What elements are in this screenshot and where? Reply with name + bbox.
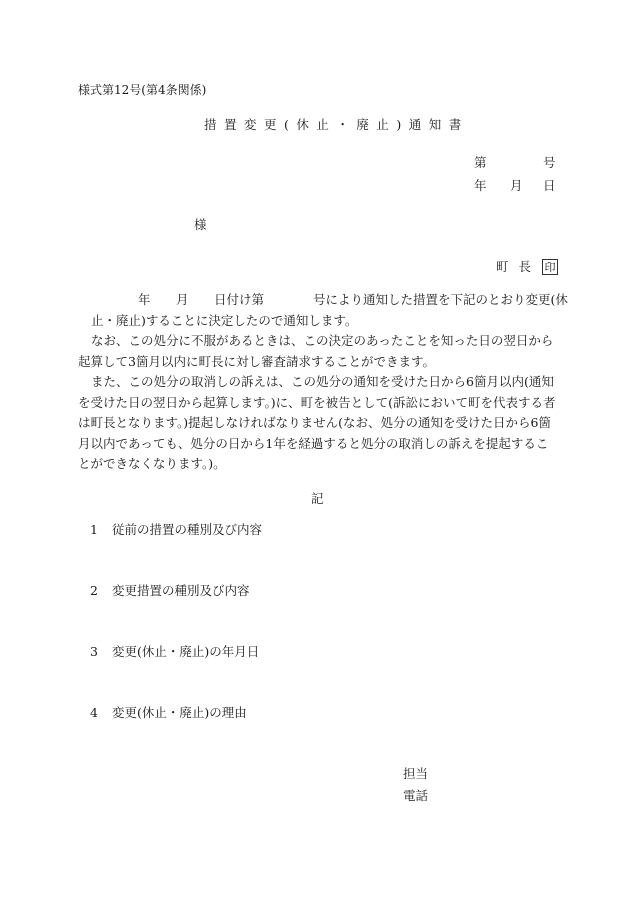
list-item <box>90 646 259 659</box>
item-label: 変更措置の種別及び内容 <box>111 583 250 598</box>
body-first-line <box>0 294 630 310</box>
date-day: 日 <box>543 178 556 193</box>
body-month: 月 <box>176 292 189 307</box>
list-item <box>90 707 247 720</box>
item-label: 変更(休止・廃止)の理由 <box>111 705 247 720</box>
body-year: 年 <box>138 292 151 307</box>
list-item <box>90 585 250 598</box>
body-lawsuit-paragraph: また、この処分の取消しの訴えは、この処分の通知を受けた日から6箇月以内(通知を受けた日の翌日から起算します。)に、町を被告として(訴訟において町を代表する者は町長となります。)提起しなければなりません(なお、処分の通知を受けた日から6箇月以内であっても、処分の日から1年を経過すると処分の取消しの訴えを提起することができなくなります。)。 <box>78 374 556 471</box>
contact-person: 担当 <box>403 766 429 781</box>
list-item <box>90 524 262 537</box>
date-year: 年 <box>474 178 487 193</box>
item-number: 3 <box>90 644 98 659</box>
item-number: 1 <box>90 522 98 537</box>
item-label: 従前の措置の種別及び内容 <box>111 522 262 537</box>
doc-number-prefix: 第 <box>474 155 487 170</box>
contact-phone: 電話 <box>403 788 429 803</box>
item-number: 2 <box>90 583 98 598</box>
issuer-title: 町長 <box>496 259 542 274</box>
ki-heading: 記 <box>311 491 324 506</box>
addressee-honorific: 様 <box>194 217 207 232</box>
item-number: 4 <box>90 705 98 720</box>
body-line-continuation: 止・廃止)することに決定したので通知します。 <box>91 313 358 328</box>
doc-number-suffix: 号 <box>543 155 556 170</box>
body-dated: 日付け第 <box>214 292 265 307</box>
document-title: 措置変更(休止・廃止)通知書 <box>204 117 469 132</box>
item-label: 変更(休止・廃止)の年月日 <box>111 644 260 659</box>
body-notice-text: 号により通知した措置を下記のとおり変更(休 <box>313 292 568 307</box>
body-appeal-paragraph: なお、この処分に不服があるときは、この決定のあったことを知った日の翌日から起算して3箇月以内に町長に対し審査請求することができます。 <box>78 333 554 369</box>
date-month: 月 <box>510 178 523 193</box>
seal-mark: 印 <box>542 259 558 275</box>
form-number: 様式第12号(第4条関係) <box>78 83 207 97</box>
